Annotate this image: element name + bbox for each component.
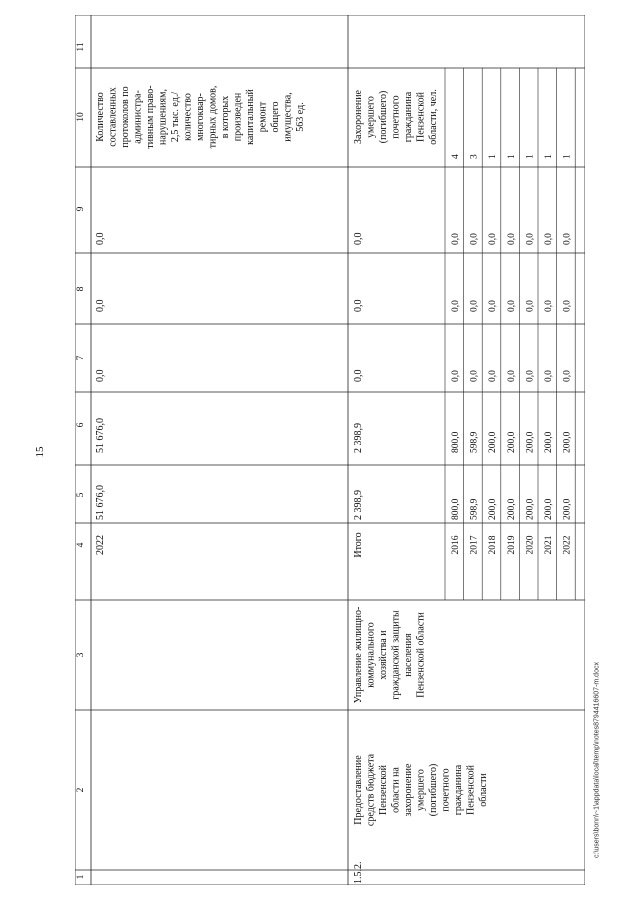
year-row-col8: 0,0 xyxy=(488,300,499,312)
year-row-col8: 0,0 xyxy=(525,300,536,312)
year-row-col7: 0,0 xyxy=(506,370,517,382)
item-number: 1.5.2. xyxy=(353,861,364,884)
year-row-col5: 800,0 xyxy=(451,498,461,520)
year-row-col5: 200,0 xyxy=(562,498,573,520)
text-line: 563 ед. xyxy=(295,102,306,132)
year-rows xyxy=(451,154,573,555)
text-line: умершего xyxy=(415,769,427,811)
text-line: тивным право- xyxy=(145,85,156,149)
year-row-col5: 598,9 xyxy=(469,498,480,520)
year-row-year: 2018 xyxy=(488,535,499,555)
text-line: гражданина xyxy=(453,764,464,816)
year-row-col9: 0,0 xyxy=(506,233,517,245)
text-line: общего xyxy=(270,101,281,133)
text-line: почетного xyxy=(390,95,402,139)
top-row-col5: 51 676,0 xyxy=(95,485,106,520)
column-header-row xyxy=(76,42,86,879)
year-row xyxy=(488,154,498,555)
text-line: составленных xyxy=(107,87,119,147)
text-line: нарушениям, xyxy=(157,89,169,145)
year-row-col6: 200,0 xyxy=(562,431,573,453)
col-header-8: 8 xyxy=(76,286,86,292)
year-row-year: 2022 xyxy=(562,535,573,555)
year-row xyxy=(470,154,480,555)
total-col7: 0,0 xyxy=(353,369,364,382)
year-row-col10: 4 xyxy=(451,154,461,159)
text-line: количество xyxy=(182,93,194,141)
col-header-10: 10 xyxy=(76,112,86,122)
year-row-col9: 0,0 xyxy=(525,233,536,245)
text-line: области xyxy=(478,773,489,807)
text-line: Пензенской xyxy=(465,765,477,815)
item-1-5-2 xyxy=(353,89,573,884)
text-line: почетного xyxy=(440,768,452,812)
year-row xyxy=(544,154,554,555)
total-row xyxy=(353,233,364,558)
page-number: 15 xyxy=(34,446,46,458)
item-name xyxy=(353,753,489,826)
text-line: хозяйства и xyxy=(378,630,389,680)
year-row xyxy=(451,154,461,555)
text-line: средств бюджета xyxy=(365,753,377,827)
col-header-7: 7 xyxy=(76,355,86,361)
year-row-col8: 0,0 xyxy=(469,300,480,312)
text-line: Захоронение xyxy=(353,90,364,144)
total-col5: 2 398,9 xyxy=(353,490,364,520)
text-line: тирных домов, xyxy=(207,85,219,149)
year-row-col8: 0,0 xyxy=(451,300,461,312)
col-header-5: 5 xyxy=(76,492,86,498)
year-row xyxy=(507,154,517,555)
col-header-1: 1 xyxy=(76,874,86,880)
year-row-col6: 200,0 xyxy=(506,431,517,453)
text-line: ремонт xyxy=(257,101,269,133)
year-row-col5: 200,0 xyxy=(488,498,499,520)
top-row-indicator xyxy=(95,85,306,148)
total-col6: 2 398,9 xyxy=(353,423,364,453)
text-line: гражданина xyxy=(403,91,414,143)
year-row-year: 2019 xyxy=(506,535,517,555)
text-line: 2,5 тыс. ед./ xyxy=(170,91,181,143)
text-line: капитальный xyxy=(245,89,256,145)
text-line: захоронение xyxy=(403,763,414,817)
total-col9: 0,0 xyxy=(353,232,364,245)
year-row-col10: 3 xyxy=(469,154,480,159)
top-row-col6: 51 676,0 xyxy=(95,418,106,453)
file-path-footer: c:\users\bonn\~1\appdata\local\temp\notes8794416607-m.docx xyxy=(593,662,601,858)
year-row-col6: 800,0 xyxy=(451,431,461,453)
year-row-col9: 0,0 xyxy=(469,233,480,245)
text-line: умершего xyxy=(365,96,377,138)
year-row-col9: 0,0 xyxy=(488,233,499,245)
year-row-col10: 1 xyxy=(506,154,517,159)
text-line: в которых xyxy=(220,95,231,139)
text-line: области, чел. xyxy=(428,89,439,145)
year-row-col6: 200,0 xyxy=(544,431,554,453)
col-header-2: 2 xyxy=(76,787,86,793)
text-line: Пензенской области xyxy=(415,612,427,698)
year-row-col6: 200,0 xyxy=(525,431,536,453)
text-line: произведен xyxy=(232,92,244,142)
total-col8: 0,0 xyxy=(353,299,364,312)
year-row-col9: 0,0 xyxy=(451,233,461,245)
year-row-col10: 1 xyxy=(488,154,499,159)
top-row-year: 2022 xyxy=(95,535,106,555)
year-row-col6: 200,0 xyxy=(488,431,499,453)
text-line: области на xyxy=(390,767,402,813)
year-row-col8: 0,0 xyxy=(506,300,517,312)
year-row-col10: 1 xyxy=(544,154,554,159)
year-row-col7: 0,0 xyxy=(469,370,480,382)
text-line: имущества, xyxy=(282,92,294,142)
year-row-col8: 0,0 xyxy=(562,300,573,312)
year-row-col8: 0,0 xyxy=(544,300,554,312)
year-row-col7: 0,0 xyxy=(451,370,461,382)
top-row xyxy=(95,85,306,555)
year-row-col9: 0,0 xyxy=(544,233,554,245)
year-row-col5: 200,0 xyxy=(506,498,517,520)
col-header-3: 3 xyxy=(76,652,86,658)
year-row-year: 2017 xyxy=(469,535,480,555)
text-line: (погибшего) xyxy=(428,763,439,817)
col-header-6: 6 xyxy=(76,422,86,428)
year-row-year: 2021 xyxy=(544,535,554,555)
item-indicator xyxy=(353,89,439,144)
program-table xyxy=(75,15,585,885)
year-row-col5: 200,0 xyxy=(544,498,554,520)
year-row-col6: 598,9 xyxy=(469,431,480,453)
col-header-11: 11 xyxy=(76,42,86,52)
top-row-col9: 0,0 xyxy=(95,232,106,245)
year-row-col7: 0,0 xyxy=(488,370,499,382)
year-row-col7: 0,0 xyxy=(525,370,536,382)
text-line: (погибшего) xyxy=(378,90,389,144)
text-line: Количество xyxy=(95,92,106,142)
text-line: Пензенской xyxy=(378,765,389,815)
col-header-4: 4 xyxy=(76,542,86,548)
text-line: администра- xyxy=(132,90,144,144)
text-line: населения xyxy=(403,633,414,677)
text-line: Управление жилищно- xyxy=(353,606,364,704)
col-header-9: 9 xyxy=(76,206,86,212)
text-line: протоколов по xyxy=(120,86,131,148)
text-line: гражданской защиты xyxy=(390,610,402,700)
year-row xyxy=(563,154,573,555)
item-executor xyxy=(353,607,427,704)
year-row xyxy=(525,154,535,555)
text-line: коммунального xyxy=(365,622,377,688)
text-line: Пензенской xyxy=(415,92,427,142)
top-row-col8: 0,0 xyxy=(95,299,106,312)
total-label: Итого xyxy=(353,532,364,558)
top-row-col7: 0,0 xyxy=(95,369,106,382)
year-row-year: 2020 xyxy=(525,535,536,555)
year-row-year: 2016 xyxy=(451,535,461,555)
year-row-col10: 1 xyxy=(562,154,573,159)
year-row-col9: 0,0 xyxy=(562,233,573,245)
year-row-col7: 0,0 xyxy=(544,370,554,382)
year-row-col5: 200,0 xyxy=(525,498,536,520)
year-row-col10: 1 xyxy=(525,154,536,159)
text-line: многоквар- xyxy=(195,93,206,141)
year-row-col7: 0,0 xyxy=(562,370,573,382)
text-line: Предоставление xyxy=(353,755,364,825)
